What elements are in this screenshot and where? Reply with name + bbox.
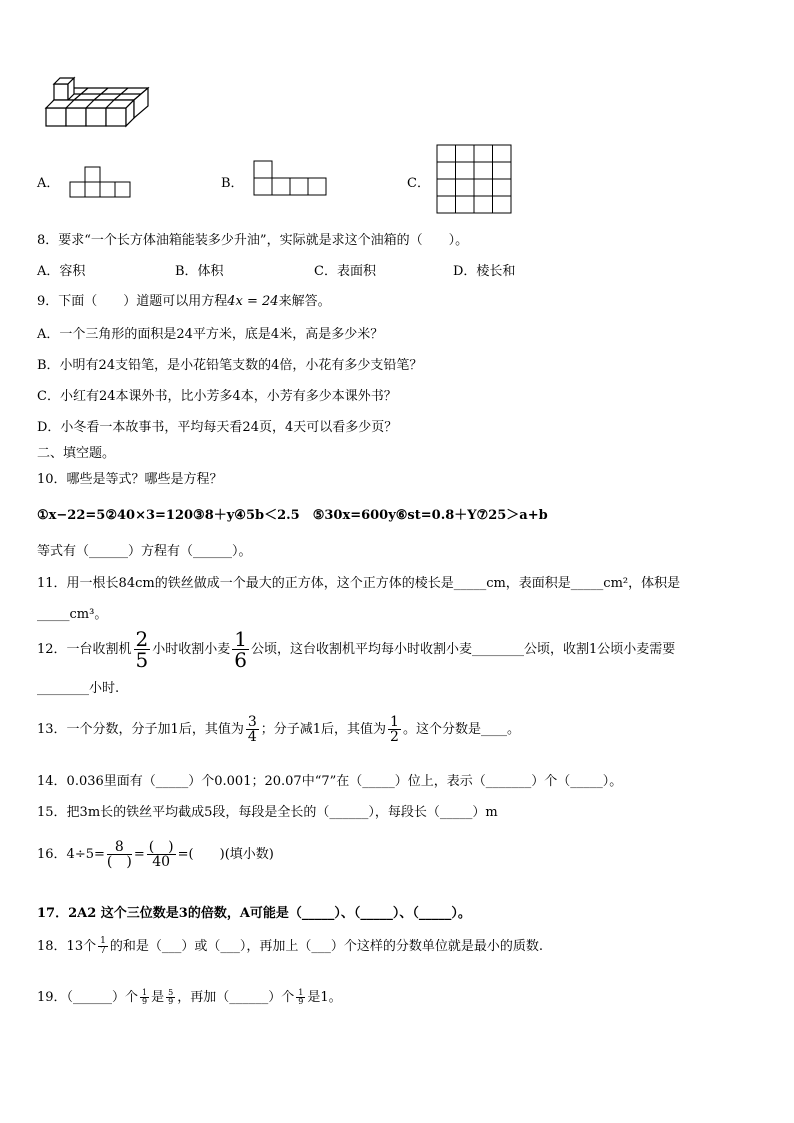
q9-option-b: B．小明有24支铅笔，是小花铅笔支数的4倍，小花有多少支铅笔？: [37, 358, 423, 373]
q12-mid: 小时收割小麦: [152, 642, 231, 657]
q19-pre: 19．（______）个: [37, 990, 139, 1005]
q18-line: [37, 932, 543, 962]
q16-pre: 16．4÷5=: [37, 847, 105, 862]
q9-stem-post: 来解答。: [278, 294, 331, 309]
q16-eq: =: [133, 847, 145, 862]
q13-fraction-1: $\frac{3}{4}$: [247, 714, 257, 745]
q12-pre: 12．一台收割机: [37, 642, 132, 657]
q18-pre: 18．13个: [37, 939, 97, 954]
q16-fraction-2: $\frac{( )}{40}$: [148, 839, 174, 870]
q9-stem: [37, 290, 331, 309]
q9-option-d: D．小冬看一本故事书，平均每天看24页，4天可以看多少页？: [37, 420, 398, 435]
q9-option-c: C．小红有24本课外书，比小芳多4本，小芳有多少本课外书？: [37, 389, 397, 404]
q10-answer: 等式有（______）方程有（______）。: [37, 544, 252, 559]
q19-fraction-1: $\frac{1}{9}$: [142, 988, 148, 1006]
q10-items: ①x−22=5②40×3=120③8＋y④5b＜2.5 ⑤30x=600y⑥st=0.8＋Y⑦25＞a+b: [37, 508, 548, 523]
q15-text: 15．把3m长的铁丝平均截成5段，每段是全长的（______），每段长（_____）m: [37, 805, 498, 820]
q9-option-a: A．一个三角形的面积是24平方米，底是4米，高是多少米？: [37, 327, 384, 342]
option-a-figure: [70, 166, 132, 200]
q13-line: [37, 712, 520, 748]
q12-line1: [37, 629, 675, 670]
option-c-label: C．: [407, 176, 430, 191]
q16-line: [37, 834, 274, 876]
q18-fraction: $\frac{1}{7}$: [100, 936, 106, 956]
q9-equation: 4x = 24: [227, 294, 279, 309]
q16-fraction-1: $\frac{8}{( )}$: [106, 839, 132, 870]
q16-post: =( )(填小数): [177, 847, 274, 862]
q13-post: 。这个分数是____。: [402, 722, 520, 737]
q12-line2: ________小时.: [37, 681, 120, 696]
q8-option-c: C．表面积: [314, 264, 376, 279]
q11-line2: _____cm³。: [37, 607, 108, 622]
q19-fraction-2: $\frac{5}{9}$: [168, 988, 174, 1006]
q13-fraction-2: $\frac{1}{2}$: [390, 714, 399, 745]
option-b-label: B．: [221, 176, 244, 191]
q12-fraction-1: $\frac{2}{5}$: [135, 627, 149, 672]
q10-stem: 10．哪些是等式？哪些是方程？: [37, 472, 223, 487]
q12-fraction-2: $\frac{1}{6}$: [234, 627, 248, 672]
q17-text: 17．2A2 这个三位数是3的倍数，A可能是（_____）、（_____）、（_____）。: [37, 906, 471, 921]
q8-stem: 8．要求“一个长方体油箱能装多少升油”，实际就是求这个油箱的（ ）。: [37, 233, 469, 248]
section-heading: 二、填空题。: [37, 446, 116, 461]
q11-line1: 11．用一根长84cm的铁丝做成一个最大的正方体，这个正方体的棱长是_____cm，表面积是_____cm²，体积是: [37, 576, 681, 591]
q12-post: 公顷，这台收割机平均每小时收割小麦________公顷，收割1公顷小麦需要: [251, 642, 676, 657]
q8-option-a: A．容积: [37, 264, 86, 279]
q13-mid: ；分子减1后，其值为: [260, 722, 387, 737]
q18-post: 的和是（___）或（___），再加上（___）个这样的分数单位就是最小的质数.: [109, 939, 543, 954]
q9-stem-pre: 9．下面（ ）道题可以用方程: [37, 294, 228, 309]
option-b-figure: [254, 161, 328, 197]
q13-pre: 13．一个分数，分子加1后，其值为: [37, 722, 244, 737]
q19-fraction-3: $\frac{1}{9}$: [298, 988, 304, 1006]
q8-option-b: B．体积: [175, 264, 224, 279]
q14-text: 14．0.036里面有（_____）个0.001；20.07中“7”在（_____）位上，表示（_______）个（_____）。: [37, 774, 623, 789]
q8-option-d: D．棱长和: [453, 264, 516, 279]
q19-mid2: ，再加（______）个: [177, 990, 295, 1005]
q19-post: 是1。: [307, 990, 342, 1005]
option-c-figure: [437, 145, 513, 215]
option-a-label: A．: [37, 176, 60, 191]
cube-stack-figure: [44, 82, 154, 128]
q19-line: [37, 983, 342, 1013]
q19-mid1: 是: [151, 990, 165, 1005]
